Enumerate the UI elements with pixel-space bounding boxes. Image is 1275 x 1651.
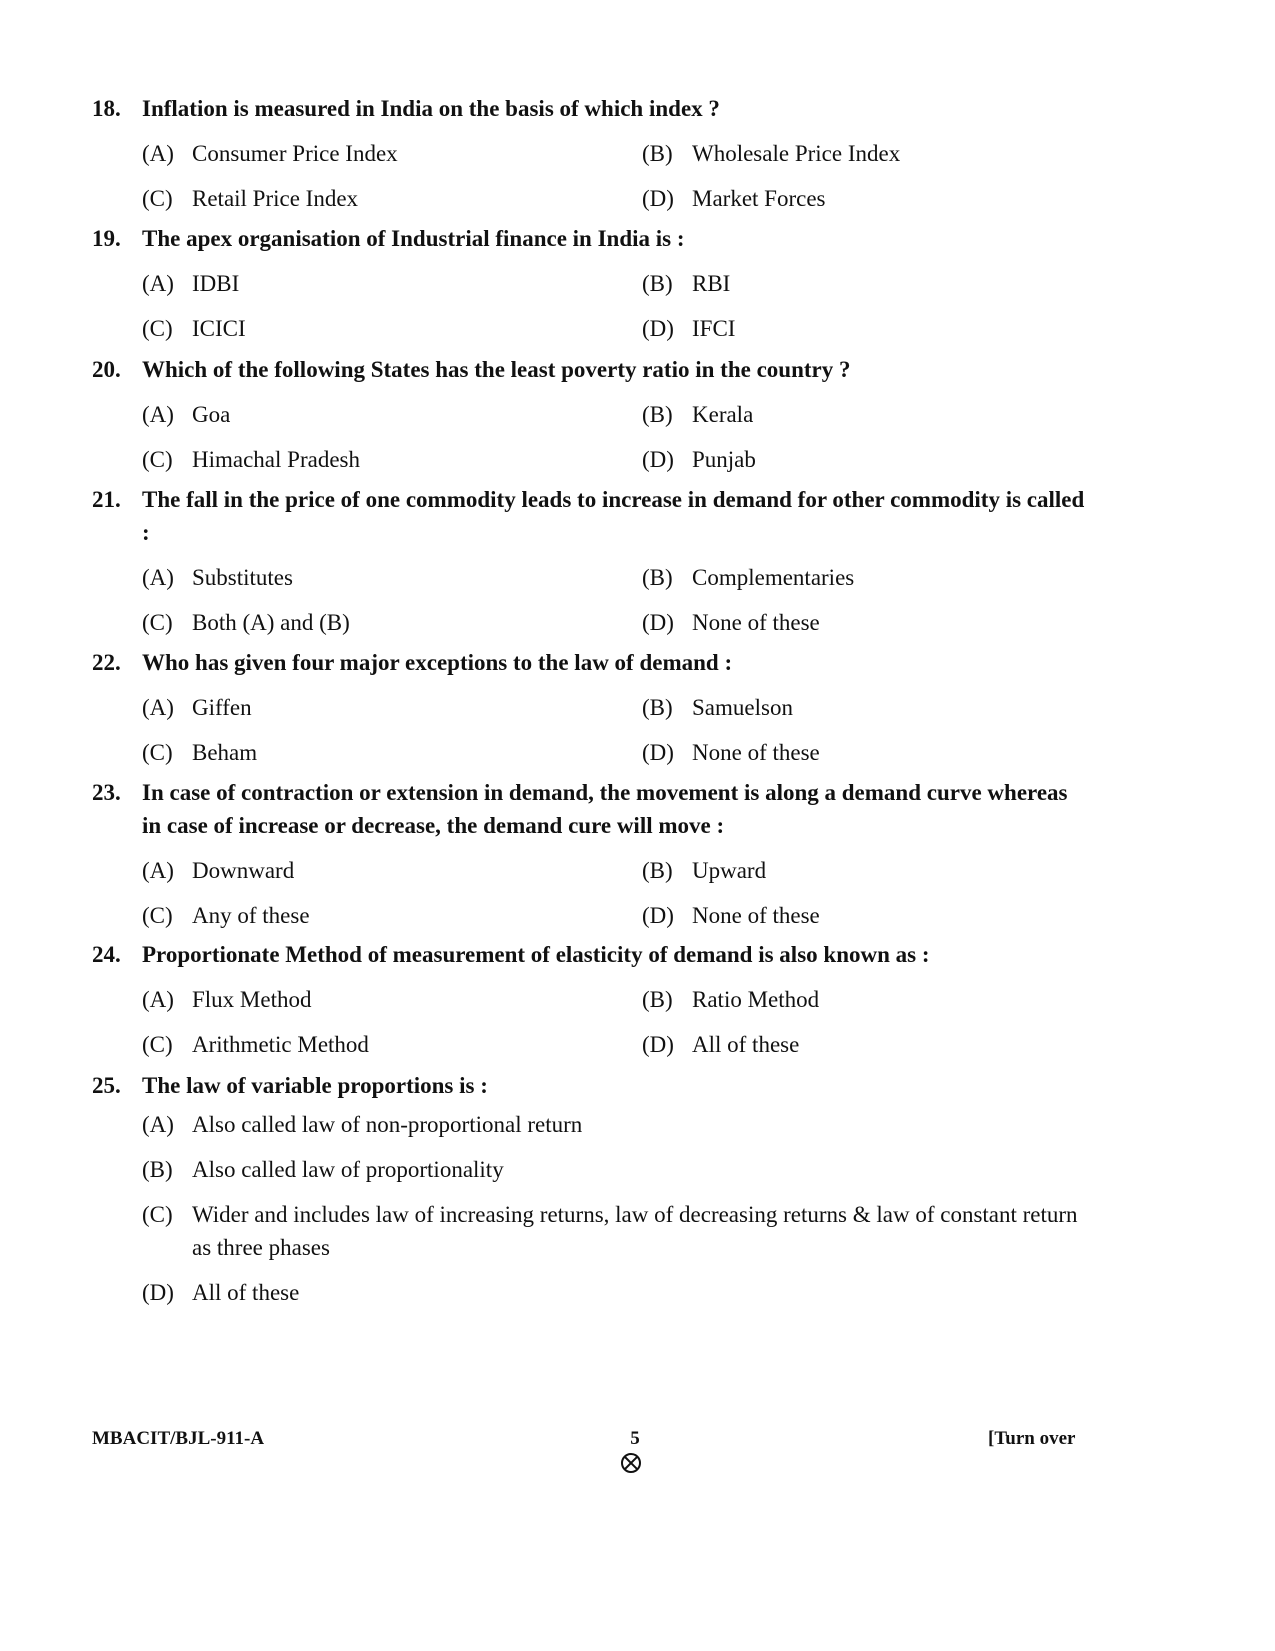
question-number: 23. <box>92 780 121 805</box>
option-b: (B) Upward <box>642 857 767 883</box>
option-c: (C) Both (A) and (B) <box>142 609 350 635</box>
option-d: (D) All of these <box>642 1031 800 1057</box>
option-d: (D) IFCI <box>642 315 736 341</box>
option-d: (D) None of these <box>642 739 820 765</box>
question-number: 22. <box>92 650 121 675</box>
option-c: (C) Beham <box>142 739 258 765</box>
question-19 <box>92 222 1092 351</box>
question-text: The law of variable proportions is : <box>142 1073 488 1098</box>
option-c: (C) Arithmetic Method <box>142 1031 369 1057</box>
option-b: (B) RBI <box>642 270 731 296</box>
question-20 <box>92 353 1092 482</box>
option-a: (A) Giffen <box>142 694 252 720</box>
option-d: (D) Punjab <box>642 446 756 472</box>
question-text: In case of contraction or extension in demand, the movement is along a demand curve whereas in case of increase or decrease, the demand cure will move : <box>142 780 1068 838</box>
option-b: (B) Ratio Method <box>642 986 820 1012</box>
option-d: (D) Market Forces <box>642 185 826 211</box>
option-c: (C) Wider and includes law of increasing returns, law of decreasing returns & law of constant return as three phases <box>142 1202 1078 1260</box>
question-text: Which of the following States has the least poverty ratio in the country ? <box>142 357 851 382</box>
option-b: (B) Complementaries <box>642 564 855 590</box>
option-c: (C) Any of these <box>142 902 310 928</box>
option-a: (A) Substitutes <box>142 564 293 590</box>
question-21 <box>92 483 1092 645</box>
question-text: The fall in the price of one commodity leads to increase in demand for other commodity is called : <box>142 487 1085 545</box>
option-b: (B) Wholesale Price Index <box>642 140 901 166</box>
option-a: (A) Goa <box>142 401 231 427</box>
question-24 <box>92 938 1092 1067</box>
question-18 <box>92 92 1092 221</box>
question-number: 21. <box>92 487 121 512</box>
question-number: 20. <box>92 357 121 382</box>
option-b: (B) Samuelson <box>642 694 793 720</box>
option-a: (A) Downward <box>142 857 295 883</box>
option-a: (A) Consumer Price Index <box>142 140 398 166</box>
question-22 <box>92 646 1092 775</box>
option-c: (C) Himachal Pradesh <box>142 446 360 472</box>
question-number: 18. <box>92 96 121 121</box>
question-text: Inflation is measured in India on the basis of which index ? <box>142 96 720 121</box>
question-25 <box>92 1069 1092 1321</box>
option-b: (B) Kerala <box>642 401 754 427</box>
paper-code: MBACIT/BJL-911-A <box>92 1428 265 1449</box>
option-c: (C) ICICI <box>142 315 246 341</box>
question-text: Who has given four major exceptions to the law of demand : <box>142 650 733 675</box>
option-d: (D) None of these <box>642 609 820 635</box>
question-number: 19. <box>92 226 121 251</box>
option-a: (A) Also called law of non-proportional return <box>142 1112 583 1137</box>
option-d: (D) All of these <box>142 1280 300 1305</box>
question-number: 24. <box>92 942 121 967</box>
question-number: 25. <box>92 1073 121 1098</box>
turn-over-label: [Turn over <box>988 1428 1076 1449</box>
registration-mark-icon <box>620 1452 642 1474</box>
option-d: (D) None of these <box>642 902 820 928</box>
option-c: (C) Retail Price Index <box>142 185 359 211</box>
option-a: (A) Flux Method <box>142 986 312 1012</box>
option-a: (A) IDBI <box>142 270 240 296</box>
question-text: Proportionate Method of measurement of elasticity of demand is also known as : <box>142 942 930 967</box>
page-number: 5 <box>630 1428 640 1449</box>
question-23 <box>92 776 1092 938</box>
option-b: (B) Also called law of proportionality <box>142 1157 504 1182</box>
question-text: The apex organisation of Industrial finance in India is : <box>142 226 685 251</box>
